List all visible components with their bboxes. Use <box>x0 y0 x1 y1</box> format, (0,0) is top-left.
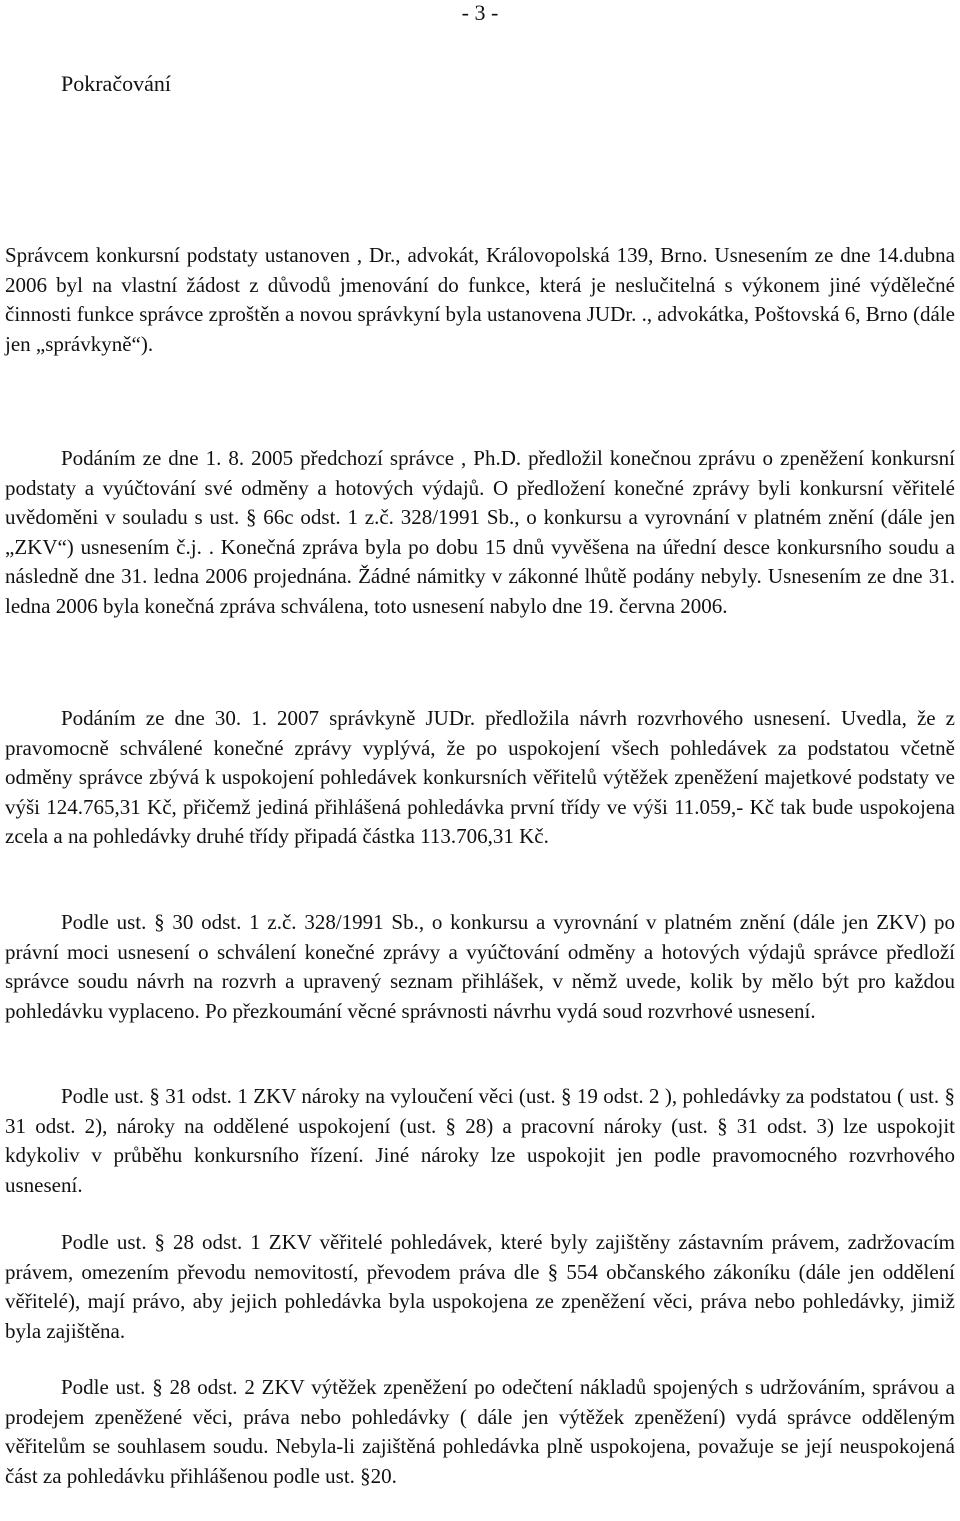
paragraph-section-28-2: Podle ust. § 28 odst. 2 ZKV výtěžek zpeněžení po odečtení nákladů spojených s udržováním, správou a prodejem zpeněžené věci, práva nebo pohledávky ( dále jen výtěžek zpeněžení) vydá správce odděleným věřitelům se souhlasem soudu. Nebyla-li zajištěná pohledávka plně uspokojena, považuje se její neuspokojená část za pohledávku přihlášenou podle ust. §20. <box>5 1375 955 1488</box>
paragraph-section-31: Podle ust. § 31 odst. 1 ZKV nároky na vyloučení věci (ust. § 19 odst. 2 ), pohledávky za podstatou ( ust. § 31 odst. 2), nároky na oddělené uspokojení (ust. § 28) a pracovní nároky (ust. § 31 odst. 3) lze uspokojit kdykoliv v průběhu konkursního řízení. Jiné nároky lze uspokojit jen podle pravomocného rozvrhového usnesení. <box>5 1084 955 1197</box>
paragraph-administrator-appointment: Správcem konkursní podstaty ustanoven , Dr., advokát, Královopolská 139, Brno. Usnesením ze dne 14.dubna 2006 byl na vlastní žádost z důvodů jmenování do funkce, která je neslučitelná s výkonem jiné výdělečné činnosti funkce správce zproštěn a novou správkyní byla ustanovena JUDr. ., advokátka, Poštovská 6, Brno (dále jen „správkyně“). <box>5 243 955 356</box>
paragraph-section-28-1: Podle ust. § 28 odst. 1 ZKV věřitelé pohledávek, které byly zajištěny zástavním právem, zadržovacím právem, omezením převodu nemovitostí, převodem práva dle § 554 občanského zákoníku (dále jen oddělení věřitelé), mají právo, aby jejich pohledávka byla uspokojena ze zpeněžení věci, práva nebo pohledávky, jimiž byla zajištěna. <box>5 1230 955 1343</box>
paragraph-section-30: Podle ust. § 30 odst. 1 z.č. 328/1991 Sb., o konkursu a vyrovnání v platném znění (dále jen ZKV) po právní moci usnesení o schválení konečné zprávy a vyúčtování odměny a hotových výdajů správce předloží správce soudu návrh na rozvrh a upravený seznam přihlášek, v němž uvede, kolik by mělo být pro každou pohledávku vyplaceno. Po přezkoumání věcné správnosti návrhu vydá soud rozvrhové usnesení. <box>5 910 955 1023</box>
continuation-heading: Pokračování <box>61 71 171 96</box>
paragraph-distribution-proposal: Podáním ze dne 30. 1. 2007 správkyně JUDr. předložila návrh rozvrhového usnesení. Uvedla, že z pravomocně schválené konečné zprávy vyplývá, že po uspokojení všech pohledávek za podstatou včetně odměny správce zbývá k uspokojení pohledávek konkursních věřitelů výtěžek zpeněžení majetkové podstaty ve výši 124.765,31 Kč, přičemž jediná přihlášená pohledávka první třídy ve výši 11.059,- Kč tak bude uspokojena zcela a na pohledávky druhé třídy připadá částka 113.706,31 Kč. <box>5 706 955 849</box>
page-number: - 3 - <box>461 0 499 25</box>
paragraph-final-report: Podáním ze dne 1. 8. 2005 předchozí správce , Ph.D. předložil konečnou zprávu o zpeněžení konkursní podstaty a vyúčtování své odměny a hotových výdajů. O předložení konečné zprávy byli konkursní věřitelé uvědoměni v souladu s ust. § 66c odst. 1 z.č. 328/1991 Sb., o konkursu a vyrovnání v platném znění (dále jen „ZKV“) usnesením č.j. . Konečná zpráva byla po dobu 15 dnů vyvěšena na úřední desce konkursního soudu a následně dne 31. ledna 2006 projednána. Žádné námitky v zákonné lhůtě podány nebyly. Usnesením ze dne 31. ledna 2006 byla konečná zpráva schválena, toto usnesení nabylo dne 19. června 2006. <box>5 446 955 618</box>
